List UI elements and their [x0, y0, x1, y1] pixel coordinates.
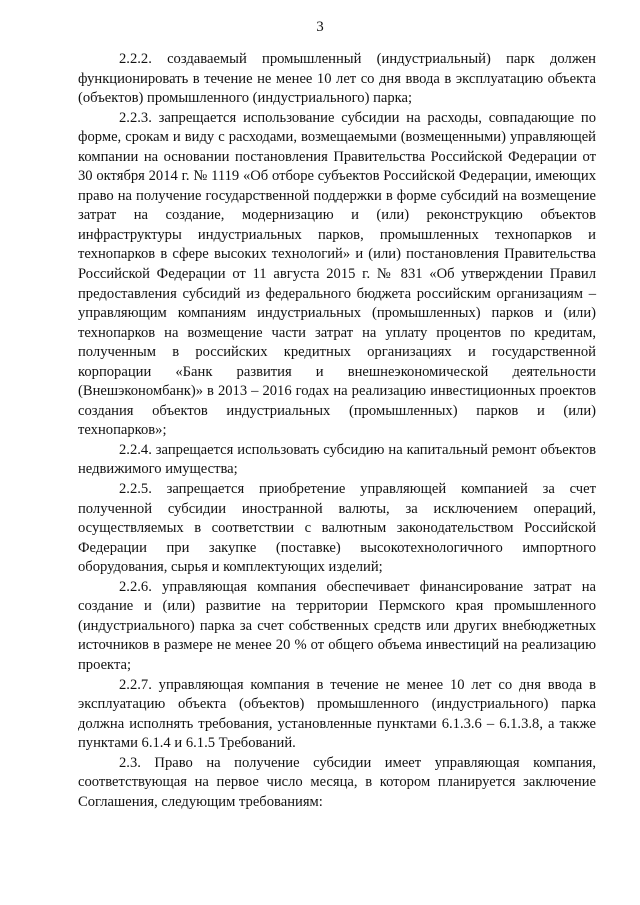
- page-number: 3: [316, 19, 324, 35]
- paragraph-2-2-2: 2.2.2. создаваемый промышленный (индустриальный) парк должен функционировать в течение не менее 10 лет со дня ввода в эксплуатацию объекта (объектов) промышленного (индустриального) парка;: [78, 51, 596, 107]
- paragraph-2-2-5: 2.2.5. запрещается приобретение управляющей компанией за счет полученной субсидии иностранной валюты, за исключением операций, осуществляемых в соответствии с валютным законодательством Российской Федерации при закупке (поставке) высокотехнологичного импортного оборудования, сырья и комплектующих изделий;: [78, 481, 596, 576]
- paragraph-2-2-6: 2.2.6. управляющая компания обеспечивает финансирование затрат на создание и (или) развитие на территории Пермского края промышленного (индустриального) парка за счет собственных средств или других внебюджетных источников в размере не менее 20 % от общего объема инвестиций на реализацию проекта;: [78, 578, 596, 673]
- paragraph-2-2-7: 2.2.7. управляющая компания в течение не менее 10 лет со дня ввода в эксплуатацию объекта (объектов) промышленного (индустриального) парка должна исполнять требования, установленные пунктами 6.1.3.6 – 6.1.3.8, а также пунктами 6.1.4 и 6.1.5 Требований.: [78, 676, 596, 752]
- paragraph-2-2-4: 2.2.4. запрещается использовать субсидию на капитальный ремонт объектов недвижимого имущества;: [78, 441, 596, 478]
- document-body: [78, 50, 596, 812]
- paragraph-2-2-3: 2.2.3. запрещается использование субсидии на расходы, совпадающие по форме, срокам и виду с расходами, возмещаемыми (возмещенными) управляющей компании на основании постановления Правительства Российской Федерации от 30 октября 2014 г. № 1119 «Об отборе субъектов Российской Федерации, имеющих право на получение государственной поддержки в форме субсидий на возмещение затрат на создание, модернизацию и (или) реконструкцию объектов инфраструктуры индустриальных парков, промышленных технопарков и технопарков в сфере высоких технологий» и (или) постановления Правительства Российской Федерации от 11 августа 2015 г. № 831 «Об утверждении Правил предоставления субсидий из федерального бюджета российским организациям – управляющим компаниям индустриальных (промышленных) парков и (или) технопарков на возмещение части затрат на уплату процентов по кредитам, полученным в российских кредитных организациях и государственной корпорации «Банк развития и внешнеэкономической деятельности (Внешэкономбанк)» в 2013 – 2016 годах на реализацию инвестиционных проектов создания объектов индустриальных (промышленных) парков и (или) технопарков»;: [78, 109, 596, 439]
- paragraph-2-3: 2.3. Право на получение субсидии имеет управляющая компания, соответствующая на первое число месяца, в котором планируется заключение Соглашения, следующим требованиям:: [78, 754, 596, 810]
